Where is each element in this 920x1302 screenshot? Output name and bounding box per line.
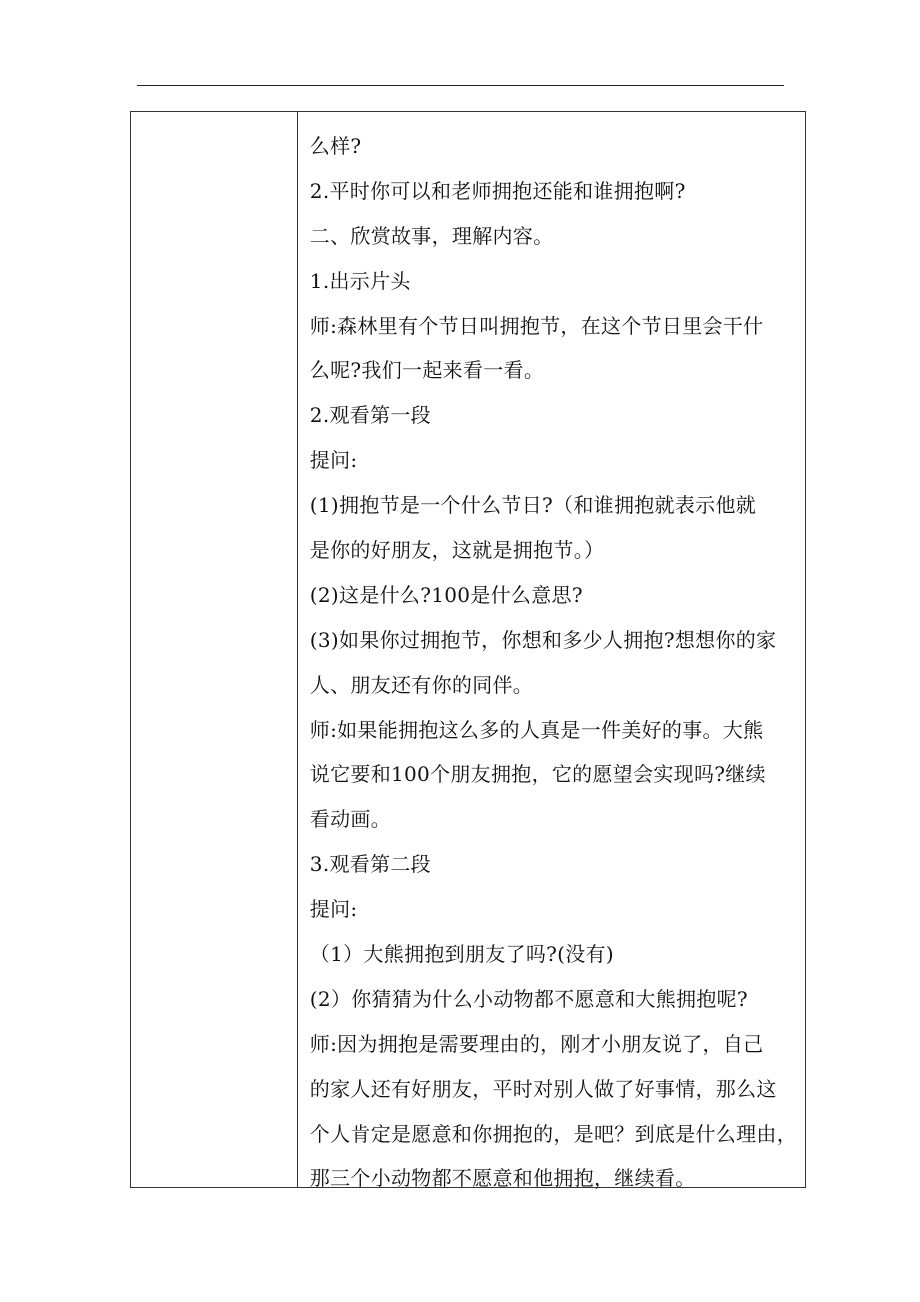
text-line: 说它要和100个朋友拥抱，它的愿望会实现吗?继续 <box>309 762 766 787</box>
lesson-table <box>130 111 806 1191</box>
text-line: (1)拥抱节是一个什么节日?（和谁拥抱就表示他就 <box>309 493 757 518</box>
left-column-cell <box>131 112 298 1187</box>
text-line: 2.平时你可以和老师拥抱还能和谁拥抱啊? <box>309 178 686 203</box>
text-line: 师:森林里有个节日叫拥抱节，在这个节日里会干什 <box>309 313 764 338</box>
text-line: 个人肯定是愿意和你拥抱的，是吧？到底是什么理由， <box>309 1121 797 1146</box>
section-heading: 二、欣赏故事，理解内容。 <box>309 223 554 248</box>
text-line: 2.观看第一段 <box>309 403 431 428</box>
text-line: 人、朋友还有你的同伴。 <box>309 672 534 697</box>
text-line: 3.观看第二段 <box>309 852 431 877</box>
text-line: (3)如果你过拥抱节，你想和多少人拥抱?想想你的家 <box>309 627 777 652</box>
text-line: 是你的好朋友，这就是拥抱节。） <box>309 538 605 563</box>
text-line: 么呢?我们一起来看一看。 <box>309 358 545 383</box>
text-line: （1）大熊拥抱到朋友了吗?(没有) <box>309 942 614 967</box>
text-line: 么样? <box>309 134 362 158</box>
text-line: (2）你猜猜为什么小动物都不愿意和大熊拥抱呢? <box>309 986 748 1011</box>
header-rule <box>137 85 784 86</box>
text-line: 1.出示片头 <box>309 268 411 293</box>
text-line: 提问: <box>309 448 358 473</box>
text-line: 提问: <box>309 897 358 922</box>
text-line: 师:如果能拥抱这么多的人真是一件美好的事。大熊 <box>309 717 764 742</box>
text-line: 那三个小动物都不愿意和他拥抱，继续看。 <box>309 1166 696 1191</box>
text-line: 看动画。 <box>309 807 391 832</box>
text-line: 的家人还有好朋友，平时对别人做了好事情，那么这 <box>309 1076 777 1101</box>
text-line: (2)这是什么?100是什么意思? <box>309 582 583 607</box>
text-line: 师:因为拥抱是需要理由的，刚才小朋友说了，自己 <box>309 1031 764 1056</box>
content-cell <box>298 112 805 1191</box>
